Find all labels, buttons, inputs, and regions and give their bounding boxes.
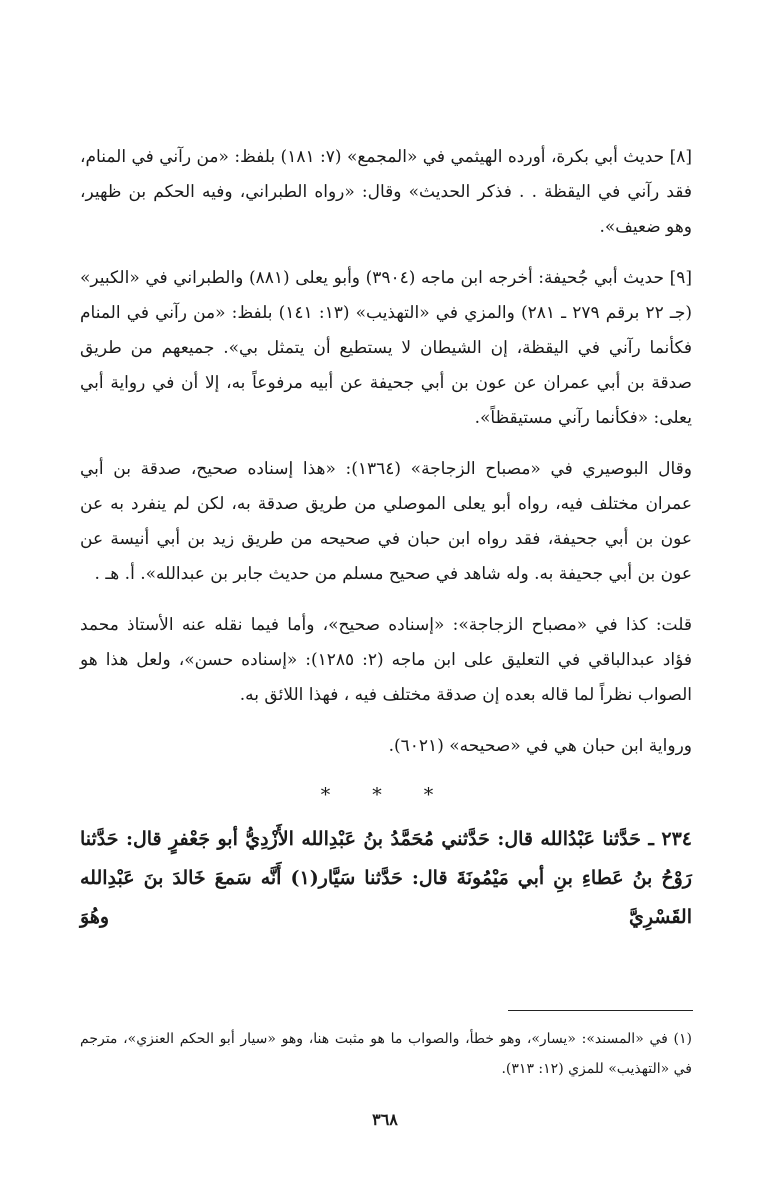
paragraph-busiri-note: وقال البوصيري في «مصباح الزجاجة» (١٣٦٤): «هذا إسناده صحيح، صدقة بن أبي عمران مختلف فيه، رواه أبو يعلى الموصلي من طريق صدقة به، لكن لم ينفرد به عن عون بن أبي جحيفة، فقد رواه ابن حبان في صحيحه من طريق زيد بن أبي أنيسة عن عون بن أبي جحيفة به. وله شاهد في صحيح مسلم من حديث جابر بن عبدالله». أ. هـ . <box>80 459 692 584</box>
paragraph-author-comment: قلت: كذا في «مصباح الزجاجة»: «إسناده صحيح»، وأما فيما نقله عنه الأستاذ محمد فؤاد عبدالباقي في التعليق على ابن ماجه (٢: ١٢٨٥): «إسناده حسن»، ولعل هذا هو الصواب نظراً لما قاله بعده إن صدقة مختلف فيه ، فهذا اللائق به. <box>80 615 693 705</box>
page-number: ٣٦٨ <box>372 1110 398 1129</box>
section-separator: * * * <box>320 784 452 806</box>
footnote-1: (١) في «المسند»: «يسار»، وهو خطأ، والصواب ما هو مثبت هنا، وهو «سيار أبو الحكم العنزي»، مترجم في «التهذيب» للمزي (١٢: ٣١٣). <box>80 1031 692 1077</box>
footnote-divider <box>508 1010 693 1011</box>
paragraph-hadith-abi-bakra: [٨] حديث أبي بكرة، أورده الهيثمي في «المجمع» (٧: ١٨١) بلفظ: «من رآني في المنام، فقد رآني في اليقظة . . فذكر الحديث» وقال: «رواه الطبراني، وفيه الحكم بن ظهير، وهو ضعيف». <box>80 147 692 237</box>
page-body <box>80 140 692 937</box>
paragraph-ibn-hibban: ورواية ابن حبان هي في «صحيحه» (٦٠٢١). <box>388 736 692 756</box>
paragraph-hadith-abi-juhayfa: [٩] حديث أبي جُحيفة: أخرجه ابن ماجه (٣٩٠٤) وأبو يعلى (٨٨١) والطبراني في «الكبير» (جـ ٢٢ برقم ٢٧٩ ـ ٢٨١) والمزي في «التهذيب» (١٣: ١٤١) بلفظ: «من رآني في المنام فكأنما رآني في اليقظة، إن الشيطان لا يستطيع أن يتمثل بي». جميعهم من طريق صدقة بن أبي عمران عن عون بن أبي جحيفة عن أبيه مرفوعاً به، إلا أن في رواية أبي يعلى: «فكأنما رآني مستيقظاً». <box>80 268 693 428</box>
hadith-234-text: ٢٣٤ ـ حَدَّثنا عَبْدُالله قال: حَدَّثني مُحَمَّدُ بنُ عَبْدِالله الأَزْدِيُّ أبو جَعْفرٍ قال: حَدَّثنا رَوْحُ بنُ عَطاءِ بنِ أبي مَيْمُونَةَ قال: حَدَّثنا سَيَّار(١) أَنَّه سَمعَ خَالدَ بنَ عَبْدِالله القَسْرِيَّ وهُوَ <box>80 828 692 928</box>
